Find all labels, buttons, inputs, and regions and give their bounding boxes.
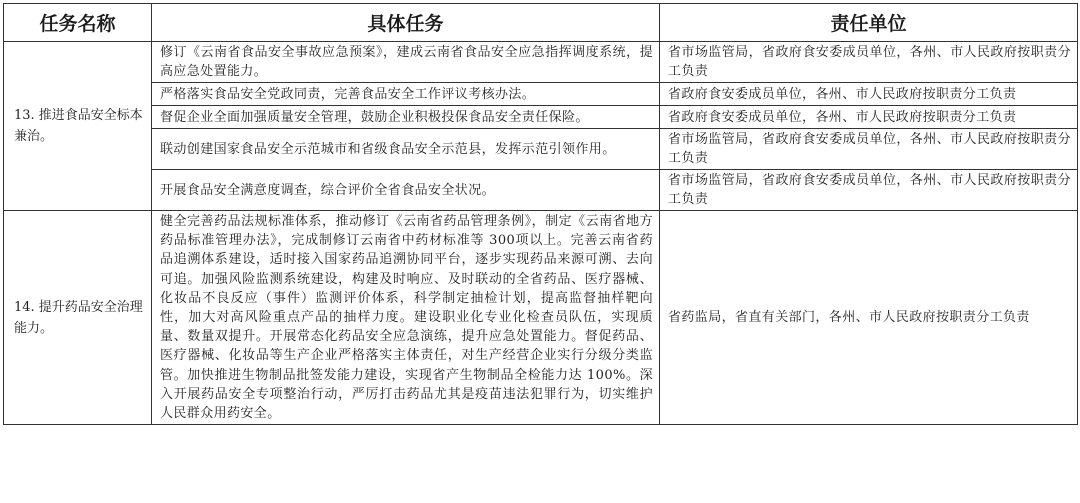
task-cell: 联动创建国家食品安全示范城市和省级食品安全示范县，发挥示范引领作用。: [152, 129, 660, 170]
table-row: [4, 83, 1078, 106]
task-name-cell: 13. 推进食品安全标本兼治。: [4, 42, 152, 211]
unit-cell: 省政府食安委成员单位，各州、市人民政府按职责分工负责: [660, 106, 1078, 129]
task-cell: 开展食品安全满意度调查，综合评价全省食品安全状况。: [152, 170, 660, 211]
unit-cell: 省市场监管局，省政府食安委成员单位，各州、市人民政府按职责分工负责: [660, 170, 1078, 211]
table-row: [4, 42, 1078, 83]
task-name-cell: 14. 提升药品安全治理能力。: [4, 211, 152, 425]
task-cell: 修订《云南省食品安全事故应急预案》，建成云南省食品安全应急指挥调度系统，提高应急处置能力。: [152, 42, 660, 83]
header-task-name: 任务名称: [4, 4, 152, 42]
table-row: [4, 170, 1078, 211]
unit-cell: 省药监局，省直有关部门，各州、市人民政府按职责分工负责: [660, 211, 1078, 425]
unit-cell: 省市场监管局，省政府食安委成员单位，各州、市人民政府按职责分工负责: [660, 42, 1078, 83]
unit-cell: 省市场监管局，省政府食安委成员单位，各州、市人民政府按职责分工负责: [660, 129, 1078, 170]
header-specific-task: 具体任务: [152, 4, 660, 42]
table-row: [4, 211, 1078, 425]
task-table: [3, 3, 1078, 425]
table-row: [4, 106, 1078, 129]
task-cell: 督促企业全面加强质量安全管理，鼓励企业积极投保食品安全责任保险。: [152, 106, 660, 129]
task-cell: 严格落实食品安全党政同责，完善食品安全工作评议考核办法。: [152, 83, 660, 106]
table-row: [4, 129, 1078, 170]
header-row: [4, 4, 1078, 42]
task-cell: 健全完善药品法规标准体系，推动修订《云南省药品管理条例》，制定《云南省地方药品标准管理办法》，完成制修订云南省中药材标准等 300项以上。完善云南省药品追溯体系建设，适时接入国家药品追溯协同平台，逐步实现药品来源可溯、去向可追。加强风险监测系统建设，构建及时响应、及时联动的全省药品、医疗器械、化妆品不良反应（事件）监测评价体系，科学制定抽检计划，提高监督抽样靶向性，加大对高风险重点产品的抽样力度。建设职业化专业化检查员队伍，实现质量、数量双提升。开展常态化药品安全应急演练，提升应急处置能力。督促药品、医疗器械、化妆品等生产企业严格落实主体责任，对生产经营企业实行分级分类监管。加快推进生物制品批签发能力建设，实现省产生物制品全检能力达 100%。深入开展药品安全专项整治行动，严厉打击药品尤其是疫苗违法犯罪行为，切实维护人民群众用药安全。: [152, 211, 660, 425]
header-responsible-unit: 责任单位: [660, 4, 1078, 42]
unit-cell: 省政府食安委成员单位，各州、市人民政府按职责分工负责: [660, 83, 1078, 106]
